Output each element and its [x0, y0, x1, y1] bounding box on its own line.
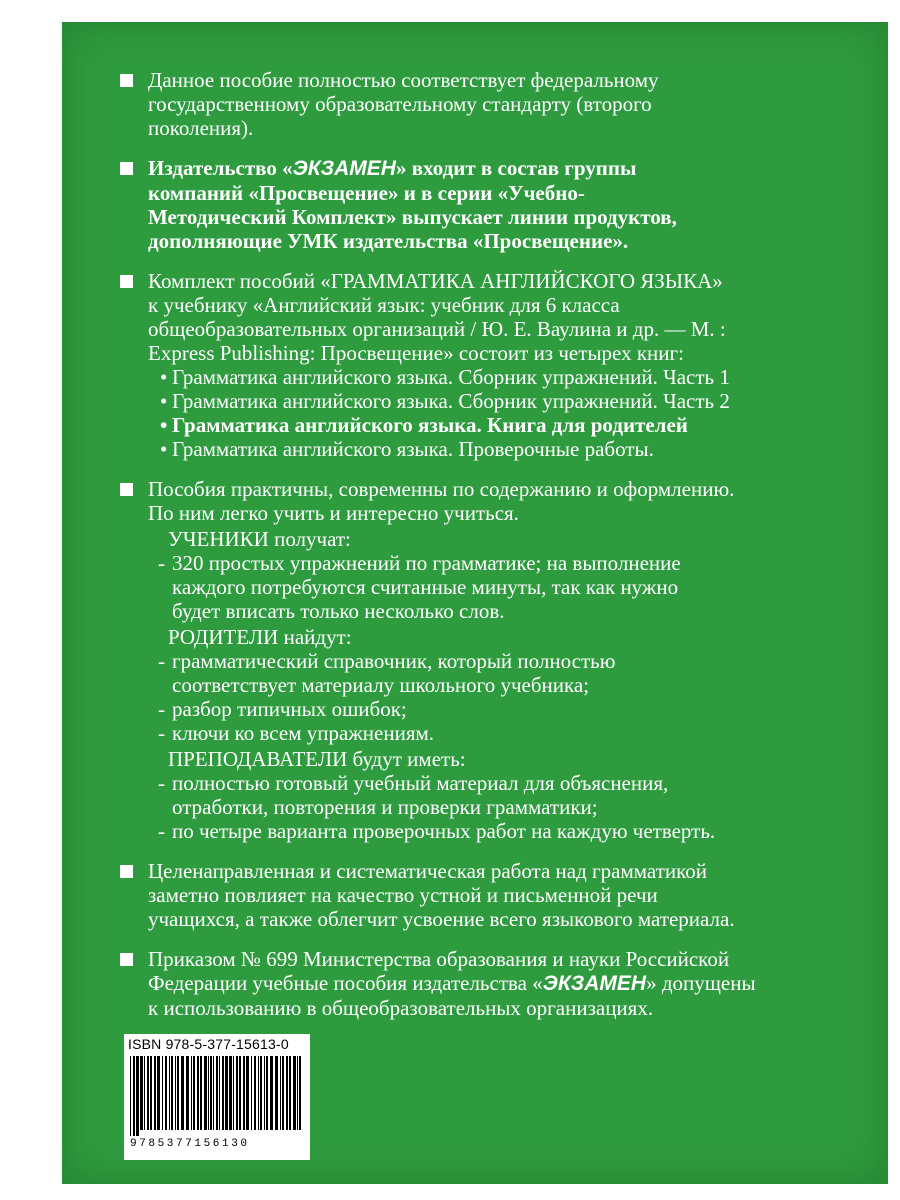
square-bullet-icon [120, 483, 133, 496]
book-list-item-highlighted: • Грамматика английского языка. Книга для родителей [160, 413, 688, 437]
square-bullet-icon [120, 74, 133, 87]
barcode-digits: 9785377156130 [130, 1138, 250, 1150]
students-heading: УЧЕНИКИ получат: [168, 527, 351, 551]
paragraph-publisher: Издательство «ЭКЗАМЕН» входит в состав группы компаний «Просвещение» и в серии «Учебно- Методический Комплект» выпускает линии продуктов, дополняющие УМК издательства «Просвещение». [118, 156, 838, 253]
parents-heading: РОДИТЕЛИ найдут: [168, 625, 352, 649]
parents-item: - разбор типичных ошибок; [158, 697, 407, 721]
cover-text [118, 68, 838, 1036]
square-bullet-icon [120, 275, 133, 288]
paragraph-systematic-work: Целенаправленная и систематическая работа над грамматикой заметно повлияет на качество устной и письменной речи учащихся, а также облегчит усвоение всего языкового материала. [118, 859, 838, 931]
square-bullet-icon [120, 865, 133, 878]
paragraph-benefits: Пособия практичны, современны по содержанию и оформлению. По ним легко учить и интересно учиться. УЧЕНИКИ получат: - 320 простых упражнений по грамматике; на выполнение каждого потребуются считанные минуты, так как нужно будет вписать только несколько слов. РОДИТЕЛИ найдут: - грамматический справочник, который полностью соответствует материалу школьного учебника; - разбор типичных ошибок; - ключи ко всем упражнениям. ПРЕПОДАВАТЕЛИ будут иметь: - полностью готовый учебный материал для объяснения, отработки, повторения и проверки грамматики; - по четыре варианта проверочных работ на каждую четверть. [118, 477, 838, 843]
square-bullet-icon [120, 953, 133, 966]
isbn-number: ISBN 978-5-377-15613-0 [128, 1036, 289, 1052]
brand-name: ЭКЗАМЕН [292, 157, 396, 180]
book-list-item: • Грамматика английского языка. Проверочные работы. [160, 437, 654, 461]
page-edge-left [0, 0, 62, 1200]
teachers-item: - по четыре варианта проверочных работ на каждую четверть. [158, 819, 716, 843]
teachers-item: - полностью готовый учебный материал для объяснения, отработки, повторения и проверки грамматики; [158, 771, 669, 819]
book-list-item: • Грамматика английского языка. Сборник упражнений. Часть 1 [160, 365, 730, 389]
brand-name: ЭКЗАМЕН [542, 972, 647, 995]
parents-item: - ключи ко всем упражнениям. [158, 721, 435, 745]
page-edge-top [0, 0, 900, 22]
page-edge-right [888, 0, 900, 1200]
square-bullet-icon [120, 162, 133, 175]
barcode-bars [130, 1056, 304, 1136]
parents-item: - грамматический справочник, который полностью соответствует материалу школьного учебника; [158, 649, 616, 697]
paragraph-ministry-order: Приказом № 699 Министерства образования и науки Российской Федерации учебные пособия издательства «ЭКЗАМЕН» допущены к использованию в общеобразовательных организациях. [118, 947, 838, 1020]
teachers-heading: ПРЕПОДАВАТЕЛИ будут иметь: [168, 747, 466, 771]
book-list [148, 365, 838, 461]
paragraph-book-set: Комплект пособий «ГРАММАТИКА АНГЛИЙСКОГО ЯЗЫКА» к учебнику «Английский язык: учебник для 6 класса общеобразовательных организаций / Ю. Е. Ваулина и др. — М. : Express Publishing: Просвещение» состоит из четырех книг: • Грамматика английского языка. Сборник упражнений. Часть 1 • Грамматика английского языка. Сборник упражнений. Часть 2 • Грамматика английского языка. Книга для родителей • Грамматика английского языка. Проверочные работы. [118, 269, 838, 461]
isbn-barcode [124, 1034, 310, 1160]
page-edge-bottom [0, 1184, 900, 1200]
students-item: - 320 простых упражнений по грамматике; на выполнение каждого потребуются считанные минуты, так как нужно будет вписать только несколько слов. [158, 551, 681, 623]
book-list-item: • Грамматика английского языка. Сборник упражнений. Часть 2 [160, 389, 730, 413]
paragraph-standard: Данное пособие полностью соответствует федеральному государственному образовательному стандарту (второго поколения). [118, 68, 838, 140]
